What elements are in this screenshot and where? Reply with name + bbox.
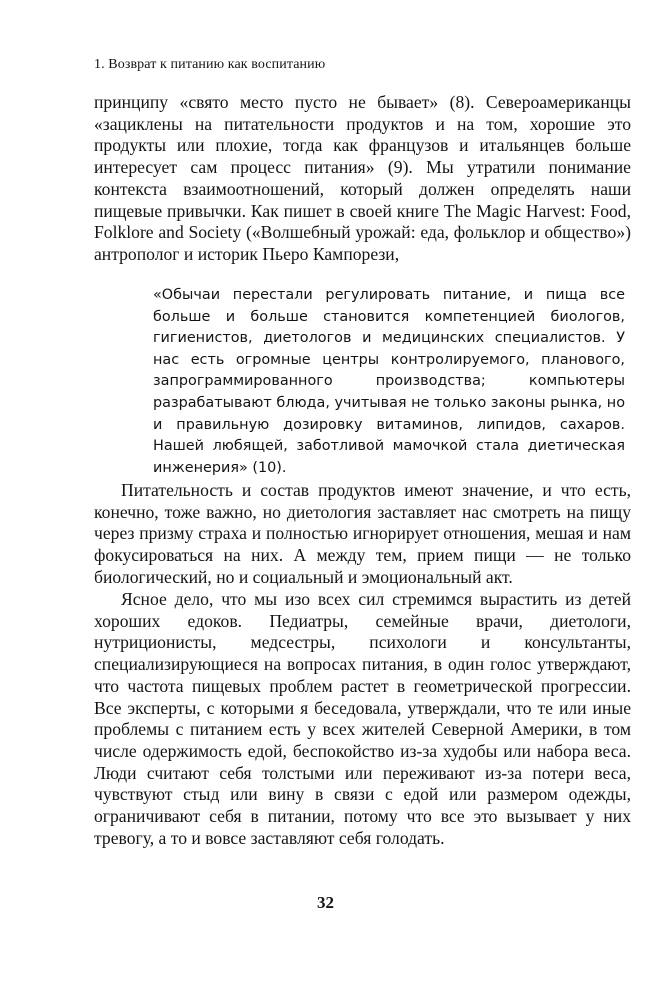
paragraph-3: Ясное дело, что мы изо всех сил стремимся вырастить из детей хороших едоков. Педиатры, семейные врачи, диетологи, нутриционисты, медсестры, психологи и консультанты, специализирующиеся на вопросах питания, в один голос утверждают, что частота пищевых проблем растет в геометрической прогрессии. Все эксперты, с которыми я беседовала, утверждали, что те или иные проблемы с питанием есть у всех жителей Северной Америки, в том числе одержимость едой, беспокойство из-за худобы или набора веса. Люди считают себя толстыми или переживают из-за потери веса, чувствуют стыд или вину в связи с едой или размером одежды, ограничивают себя в питании, потому что все это вызывает у них тревогу, а то и вовсе заставляют себя голодать. [94,589,631,848]
paragraph-2: Питательность и состав продуктов имеют значение, и что есть, конечно, тоже важно, но диетология заставляет нас смотреть на пищу через призму страха и полностью игнорирует отношения, мешая и нам фокусироваться на них. А между тем, прием пищи — не только биологический, но и социальный и эмоциональный акт. [94,480,631,587]
running-header: 1. Возврат к питанию как воспитанию [94,57,326,72]
paragraph-1: принципу «свято место пусто не бывает» (8). Североамериканцы «зациклены на питательности продуктов и на том, хорошие это продукты или плохие, тогда как французов и итальянцев больше интересует сам процесс питания» (9). Мы утратили понимание контекста взаимоотношений, который должен определять наши пищевые привычки. Как пишет в своей книге The Magic Harvest: Food, Folklore and Society («Волшебный урожай: еда, фольклор и общество») антрополог и историк Пьеро Кампорези, [94,92,631,264]
block-quote: «Обычаи перестали регулировать питание, и пища все больше и больше становится компетенцией биологов, гигиенистов, диетологов и медицинских специалистов. У нас есть огромные центры контролируемого, планового, запрограммированного производства; компьютеры разрабатывают блюда, учитывая не только законы рынка, но и правильную дозировку витаминов, липидов, сахаров. Нашей любящей, заботливой мамочкой стала диетическая инженерия» (10). [153,287,625,476]
page-number: 32 [317,893,334,912]
